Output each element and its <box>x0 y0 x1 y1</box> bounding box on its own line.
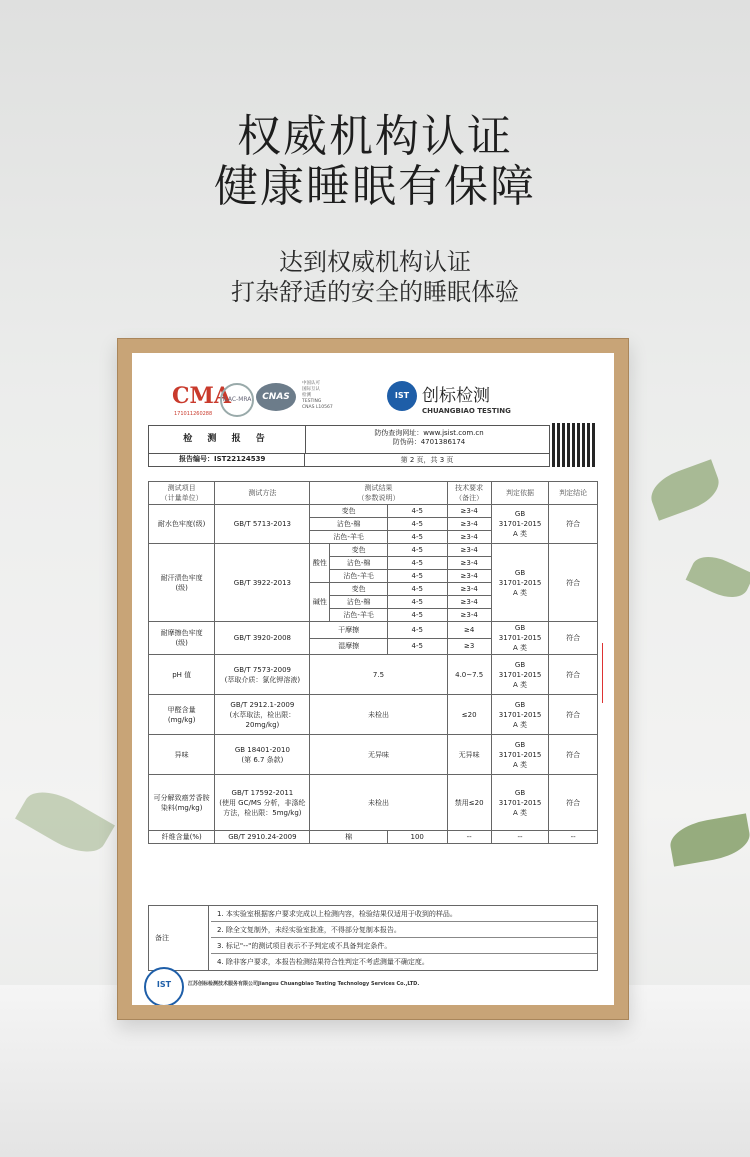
table-header-row <box>149 482 598 505</box>
report-footer <box>188 981 608 987</box>
requirement: ≥4 <box>447 622 491 639</box>
verify-url: 防伪查询网址：www.jsist.com.cn <box>374 429 484 437</box>
col-header: 测试结果 （参数说明） <box>310 482 447 505</box>
plant-leaf-decoration <box>667 813 750 866</box>
page-title: 权威机构认证 <box>237 111 513 162</box>
test-method: GB/T 3922-2013 <box>215 544 310 622</box>
basis: GB 31701-2015 A 类 <box>491 735 549 775</box>
report-header <box>148 425 550 467</box>
result: 100 <box>387 831 447 844</box>
test-report-document <box>132 353 614 1005</box>
verify-code: 防伪码：4701386174 <box>392 438 466 446</box>
report-title: 检 测 报 告 <box>149 426 306 454</box>
verify-info <box>309 429 549 447</box>
requirement: ≥3-4 <box>447 544 491 557</box>
sub-item: 变色 <box>330 544 388 557</box>
conclusion: -- <box>549 831 598 844</box>
sub-item: 沾色-羊毛 <box>310 531 387 544</box>
page-indicator: 第 2 页，共 3 页 <box>305 453 549 467</box>
test-item: 甲醛含量 (mg/kg) <box>149 695 215 735</box>
test-item: 耐摩擦色牢度 (级) <box>149 622 215 655</box>
table-row <box>149 831 598 844</box>
requirement: 无异味 <box>447 735 491 775</box>
requirement: ≤20 <box>447 695 491 735</box>
brand-name: 创标检测 <box>422 386 490 406</box>
requirement: 禁用≤20 <box>447 775 491 831</box>
basis: GB 31701-2015 A 类 <box>491 655 549 695</box>
page-title-line2: 健康睡眠有保障 <box>214 161 536 212</box>
requirement: ≥3-4 <box>447 531 491 544</box>
certificate-frame <box>117 338 629 1020</box>
test-item: 可分解致癌芳香胺染料(mg/kg) <box>149 775 215 831</box>
sub-item: 沾色-棉 <box>330 596 388 609</box>
basis: -- <box>491 831 549 844</box>
sub-item: 棉 <box>310 831 387 844</box>
requirement: ≥3-4 <box>447 583 491 596</box>
report-number: 报告编号：IST22124539 <box>149 453 305 466</box>
result: 未检出 <box>310 695 447 735</box>
qr-code <box>552 423 596 467</box>
ist-logo: IST <box>387 381 417 411</box>
company-name: 江苏创标检测技术服务有限公司Jiangsu Chuangbiao Testing Technology Services Co.,LTD. <box>188 981 420 987</box>
conclusion: 符合 <box>549 735 598 775</box>
basis: GB 31701-2015 A 类 <box>491 775 549 831</box>
test-method: GB 18401-2010 (第 6.7 条款) <box>215 735 310 775</box>
test-results-table <box>148 481 598 844</box>
requirement: -- <box>447 831 491 844</box>
col-header: 判定依据 <box>491 482 549 505</box>
cnas-text: 中国认可 国际互认 检测 TESTING CNAS L10567 <box>302 381 333 410</box>
table-row <box>149 695 598 735</box>
col-header: 测试方法 <box>215 482 310 505</box>
requirement: 4.0~7.5 <box>447 655 491 695</box>
remark-item: 4. 除非客户要求，本报告检测结果符合性判定不考虑测量不确定度。 <box>217 958 429 966</box>
result: 无异味 <box>310 735 447 775</box>
result: 4-5 <box>387 570 447 583</box>
conclusion: 符合 <box>549 775 598 831</box>
result: 未检出 <box>310 775 447 831</box>
test-item: 异味 <box>149 735 215 775</box>
cma-logo: CMA <box>172 383 231 409</box>
page-subtitle: 达到权威机构认证 <box>279 248 471 276</box>
table-row <box>149 505 598 518</box>
brand-name-en: CHUANGBIAO TESTING <box>422 407 511 415</box>
requirement: ≥3-4 <box>447 557 491 570</box>
plant-leaf-decoration <box>645 459 724 521</box>
result: 4-5 <box>387 557 447 570</box>
remark-item: 3. 标记"--"的测试项目表示不予判定或不具备判定条件。 <box>211 938 597 954</box>
accreditation-logos <box>132 373 614 433</box>
basis: GB 31701-2015 A 类 <box>491 544 549 622</box>
requirement: ≥3-4 <box>447 518 491 531</box>
ilac-mra-logo: ILAC-MRA <box>220 383 254 417</box>
sub-item: 沾色-羊毛 <box>330 609 388 622</box>
table-row <box>149 735 598 775</box>
col-header: 技术要求 （备注） <box>447 482 491 505</box>
requirement: ≥3-4 <box>447 596 491 609</box>
test-item: 耐水色牢度(级) <box>149 505 215 544</box>
test-method: GB/T 2910.24-2009 <box>215 831 310 844</box>
table-row <box>149 775 598 831</box>
result: 4-5 <box>387 544 447 557</box>
page-subtitle-line2: 打杂舒适的安全的睡眠体验 <box>231 278 519 306</box>
cnas-logo: CNAS <box>256 383 296 411</box>
conclusion: 符合 <box>549 695 598 735</box>
conclusion: 符合 <box>549 655 598 695</box>
requirement: ≥3 <box>447 638 491 655</box>
conclusion: 符合 <box>549 622 598 655</box>
col-header: 测试项目 （计量单位） <box>149 482 215 505</box>
sub-item: 沾色-棉 <box>310 518 387 531</box>
group-label: 酸性 <box>310 544 330 583</box>
cma-number: 171011260288 <box>174 411 213 417</box>
requirement: ≥3-4 <box>447 505 491 518</box>
conclusion: 符合 <box>549 505 598 544</box>
sub-item: 变色 <box>310 505 387 518</box>
basis: GB 31701-2015 A 类 <box>491 505 549 544</box>
test-method: GB/T 17592-2011 (使用 GC/MS 分析，非涤纶方法，检出限：5mg/kg) <box>215 775 310 831</box>
remarks-section <box>148 905 598 971</box>
test-item: pH 值 <box>149 655 215 695</box>
table-row <box>149 655 598 695</box>
test-method: GB/T 5713-2013 <box>215 505 310 544</box>
table-row <box>149 622 598 639</box>
red-mark <box>602 643 603 703</box>
test-item: 纤维含量(%) <box>149 831 215 844</box>
result: 4-5 <box>387 596 447 609</box>
result: 4-5 <box>387 638 447 655</box>
remark-item: 2. 除全文复制外，未经实验室批准，不得部分复制本报告。 <box>211 922 597 938</box>
test-method: GB/T 7573-2009 (萃取介质：氯化钾溶液) <box>215 655 310 695</box>
group-label: 碱性 <box>310 583 330 622</box>
sub-item: 干摩擦 <box>310 622 387 639</box>
ist-seal-icon: IST <box>144 967 184 1005</box>
plant-leaf-decoration <box>15 780 115 863</box>
sub-item: 变色 <box>330 583 388 596</box>
remarks-label: 备注 <box>149 906 209 970</box>
sub-item: 沾色-羊毛 <box>330 570 388 583</box>
result: 4-5 <box>387 609 447 622</box>
test-method: GB/T 2912.1-2009 (水萃取法，检出限：20mg/kg) <box>215 695 310 735</box>
basis: GB 31701-2015 A 类 <box>491 622 549 655</box>
sub-item: 沾色-棉 <box>330 557 388 570</box>
result: 4-5 <box>387 583 447 596</box>
plant-leaf-decoration <box>686 549 750 605</box>
col-header: 判定结论 <box>549 482 598 505</box>
result: 4-5 <box>387 518 447 531</box>
table-row <box>149 544 598 557</box>
test-method: GB/T 3920-2008 <box>215 622 310 655</box>
requirement: ≥3-4 <box>447 609 491 622</box>
sub-item: 湿摩擦 <box>310 638 387 655</box>
remark-item: 1. 本实验室根据客户要求完成以上检测内容，检验结果仅适用于收到的样品。 <box>211 906 597 922</box>
requirement: ≥3-4 <box>447 570 491 583</box>
result: 4-5 <box>387 531 447 544</box>
result: 4-5 <box>387 505 447 518</box>
result: 4-5 <box>387 622 447 639</box>
result: 7.5 <box>310 655 447 695</box>
basis: GB 31701-2015 A 类 <box>491 695 549 735</box>
test-item: 耐汗渍色牢度 (级) <box>149 544 215 622</box>
conclusion: 符合 <box>549 544 598 622</box>
